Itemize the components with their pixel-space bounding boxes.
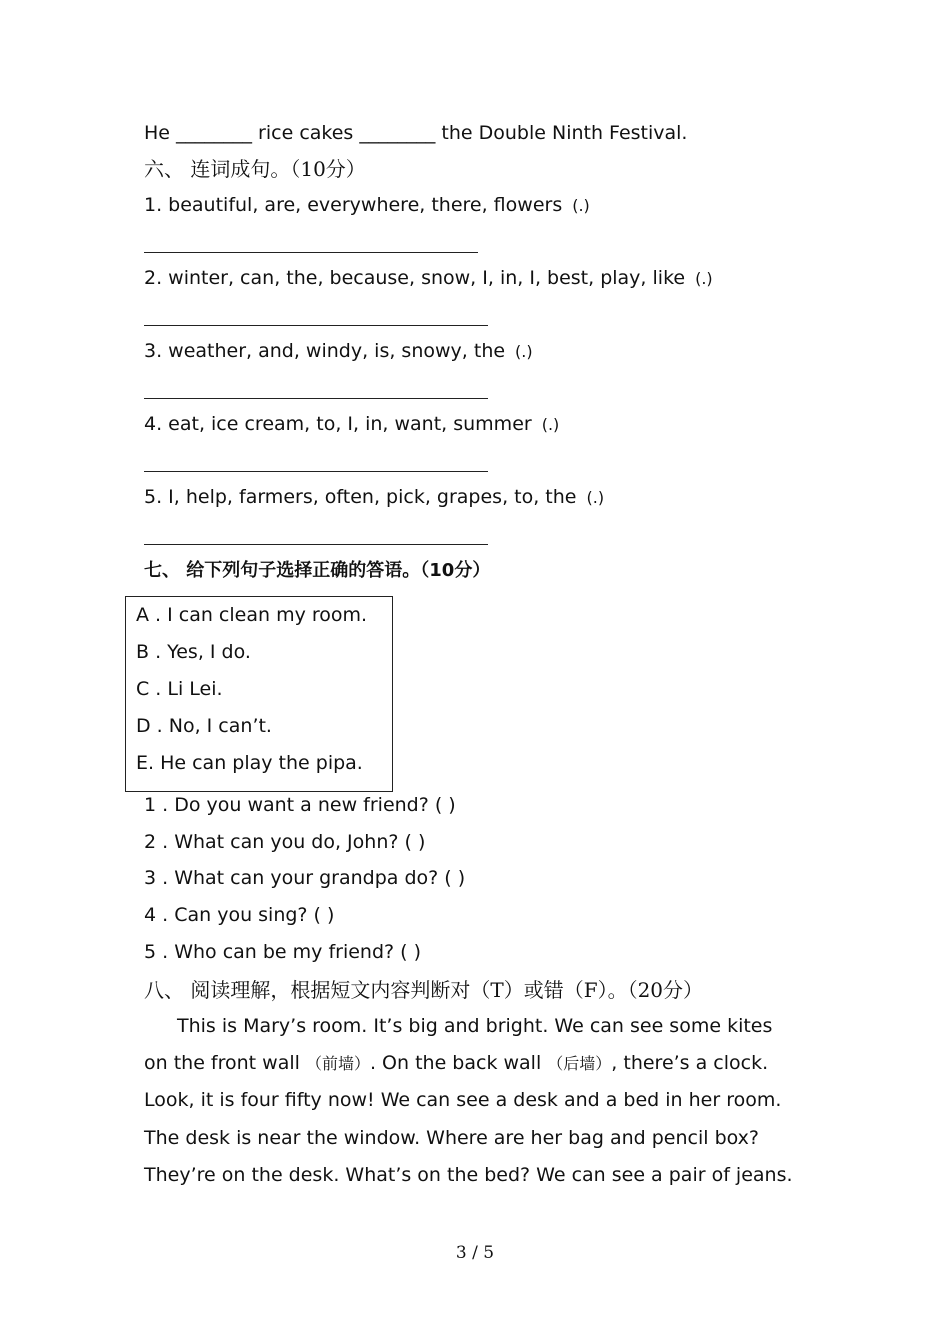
answer-line[interactable] [144, 325, 488, 326]
question-item [144, 339, 533, 364]
answer-line[interactable] [144, 471, 488, 472]
question-words: 5. I, help, farmers, often, pick, grapes, to, the [144, 486, 577, 508]
punctuation-hint: (.) [695, 269, 713, 288]
question-words: 2. winter, can, the, because, snow, I, in, I, best, play, like [144, 267, 686, 289]
question-item [144, 193, 590, 218]
passage-line-4: The desk is near the window. Where are her bag and pencil box? [144, 1127, 759, 1149]
passage-text: , there’s a clock. [611, 1052, 769, 1074]
question-words: 4. eat, ice cream, to, I, in, want, summer [144, 413, 532, 435]
passage-line-3: Look, it is four fifty now! We can see a desk and a bed in her room. [144, 1089, 782, 1111]
section-7-title: 七、 给下列句子选择正确的答语。（10分） [144, 560, 491, 581]
option-b: B . Yes, I do. [136, 641, 251, 663]
punctuation-hint: (.) [572, 196, 590, 215]
match-question-2[interactable]: 2 . What can you do, John? ( ) [144, 831, 426, 853]
question-item [144, 412, 559, 437]
match-question-4[interactable]: 4 . Can you sing? ( ) [144, 904, 335, 926]
option-e: E. He can play the pipa. [136, 752, 363, 774]
passage-text: on the front wall [144, 1052, 306, 1074]
question-words: 1. beautiful, are, everywhere, there, flowers [144, 194, 563, 216]
passage-line-2 [144, 1051, 768, 1076]
fill-in-sentence: He ________ rice cakes ________ the Double Ninth Festival. [144, 122, 688, 144]
option-c: C . Li Lei. [136, 678, 223, 700]
punctuation-hint: (.) [515, 342, 533, 361]
section-6-title: 六、 连词成句。（10分） [144, 157, 366, 181]
option-d: D . No, I can’t. [136, 715, 272, 737]
answer-options-box [125, 596, 393, 792]
passage-line-1: This is Mary’s room. It’s big and bright. We can see some kites [177, 1015, 773, 1037]
match-question-1[interactable]: 1 . Do you want a new friend? ( ) [144, 794, 456, 816]
punctuation-hint: (.) [541, 415, 560, 434]
punctuation-hint: (.) [586, 488, 605, 507]
section-8-title: 八、 阅读理解，根据短文内容判断对（T）或错（F）。（20分） [144, 978, 704, 1002]
page-number: 3 / 5 [455, 1243, 495, 1263]
passage-text: . On the back wall [369, 1052, 548, 1074]
chinese-note-front-wall: （前墙） [305, 1054, 370, 1073]
match-question-5[interactable]: 5 . Who can be my friend? ( ) [144, 941, 422, 963]
question-words: 3. weather, and, windy, is, snowy, the [144, 340, 506, 362]
option-a: A . I can clean my room. [136, 604, 368, 626]
chinese-note-back-wall: （后墙） [547, 1054, 612, 1073]
answer-line[interactable] [144, 544, 488, 545]
passage-line-5: They’re on the desk. What’s on the bed? We can see a pair of jeans. [144, 1164, 793, 1186]
answer-line[interactable] [144, 398, 488, 399]
answer-line[interactable] [144, 252, 478, 253]
question-item [144, 266, 713, 291]
match-question-3[interactable]: 3 . What can your grandpa do? ( ) [144, 867, 466, 889]
question-item [144, 485, 604, 510]
